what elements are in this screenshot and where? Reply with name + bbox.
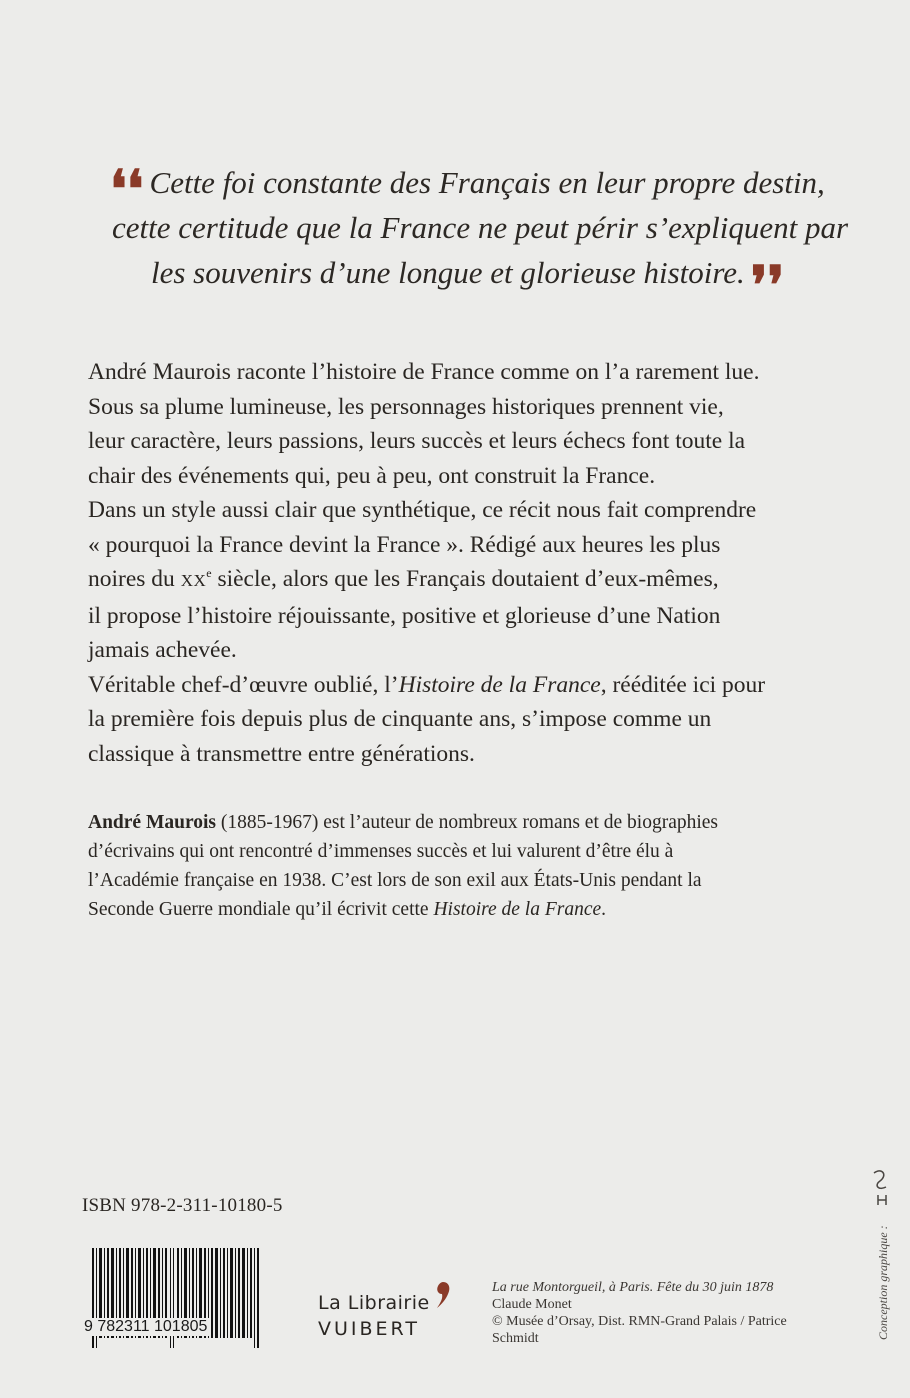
designer-logo-icon [868, 1165, 896, 1209]
back-cover-blurb [88, 355, 848, 771]
blurb-line: André Maurois raconte l’histoire de France comme on l’a rarement lue. [88, 359, 760, 385]
blurb-line: leur caractère, leurs passions, leurs succès et leurs échecs font toute la [88, 428, 746, 454]
open-quote-mark: ❛❛ [110, 159, 144, 220]
credit-artwork-title: La rue Montorgueil, à Paris. Fête du 30 juin 1878 [492, 1280, 774, 1295]
publisher-name-line2: VUIBERT [318, 1318, 420, 1340]
book-title-italic: Histoire de la France [398, 671, 601, 698]
quote-line-3: les souvenirs d’une longue et glorieuse histoire. ❜❜ [151, 255, 785, 316]
author-name: André Maurois [88, 812, 217, 833]
credit-copyright: © Musée d’Orsay, Dist. RMN-Grand Palais / Patrice [492, 1314, 787, 1329]
blurb-line: chair des événements qui, peu à peu, ont construit la France. [88, 462, 656, 489]
publisher-name-line1: La Librairie [318, 1292, 430, 1314]
bio-line: Seconde Guerre mondiale qu’il écrivit cette Histoire de la France. [88, 899, 607, 920]
blurb-line: Dans un style aussi clair que synthétique, ce récit nous fait comprendre [88, 497, 757, 523]
blurb-line: il propose l’histoire réjouissante, positive et glorieuse d’une Nation [88, 602, 721, 629]
blurb-line: la première fois depuis plus de cinquante ans, s’impose comme un [88, 706, 712, 732]
pull-quote [110, 159, 849, 316]
bio-line: André Maurois (1885-1967) est l’auteur de nombreux romans et de biographies [88, 812, 719, 833]
barcode-number: 9 782311 101805 [84, 1318, 208, 1335]
bio-line: d’écrivains qui ont rencontré d’immenses succès et lui valurent d’être élu à [88, 841, 674, 862]
bio-line: l’Académie française en 1938. C’est lors de son exil aux États-Unis pendant la [88, 870, 702, 891]
blurb-line: jamais achevée. [88, 637, 237, 663]
author-bio [88, 808, 848, 924]
blurb-line: Véritable chef-d’œuvre oublié, l’Histoire de la France, rééditée ici pour [88, 671, 766, 698]
isbn: ISBN 978-2-311-10180-5 [82, 1195, 283, 1216]
barcode [78, 1248, 278, 1368]
credit-artist: Claude Monet [492, 1297, 572, 1312]
quote-line-2: cette certitude que la France ne peut périr s’expliquent par [112, 210, 849, 245]
book-title-italic: Histoire de la France [433, 899, 602, 920]
blurb-line: classique à transmettre entre générations. [88, 740, 475, 767]
design-credit: Conception graphique : [876, 1225, 890, 1340]
century-superscript: e [206, 566, 212, 581]
blurb-line: « pourquoi la France devint la France ». Rédigé aux heures les plus [88, 531, 721, 558]
blurb-line: Sous sa plume lumineuse, les personnages historiques prennent vie, [88, 393, 724, 420]
cover-image-credits [492, 1279, 832, 1347]
blurb-line: noires du XXe siècle, alors que les Français doutaient d’eux-mêmes, [88, 566, 719, 592]
century-numeral: XX [180, 571, 207, 590]
publisher-comma-icon [433, 1280, 453, 1310]
credit-photographer: Schmidt [492, 1331, 539, 1346]
quote-line-1: ❛❛ Cette foi constante des Français en leur propre destin, [110, 159, 825, 220]
close-quote-mark: ❜❜ [750, 255, 785, 316]
